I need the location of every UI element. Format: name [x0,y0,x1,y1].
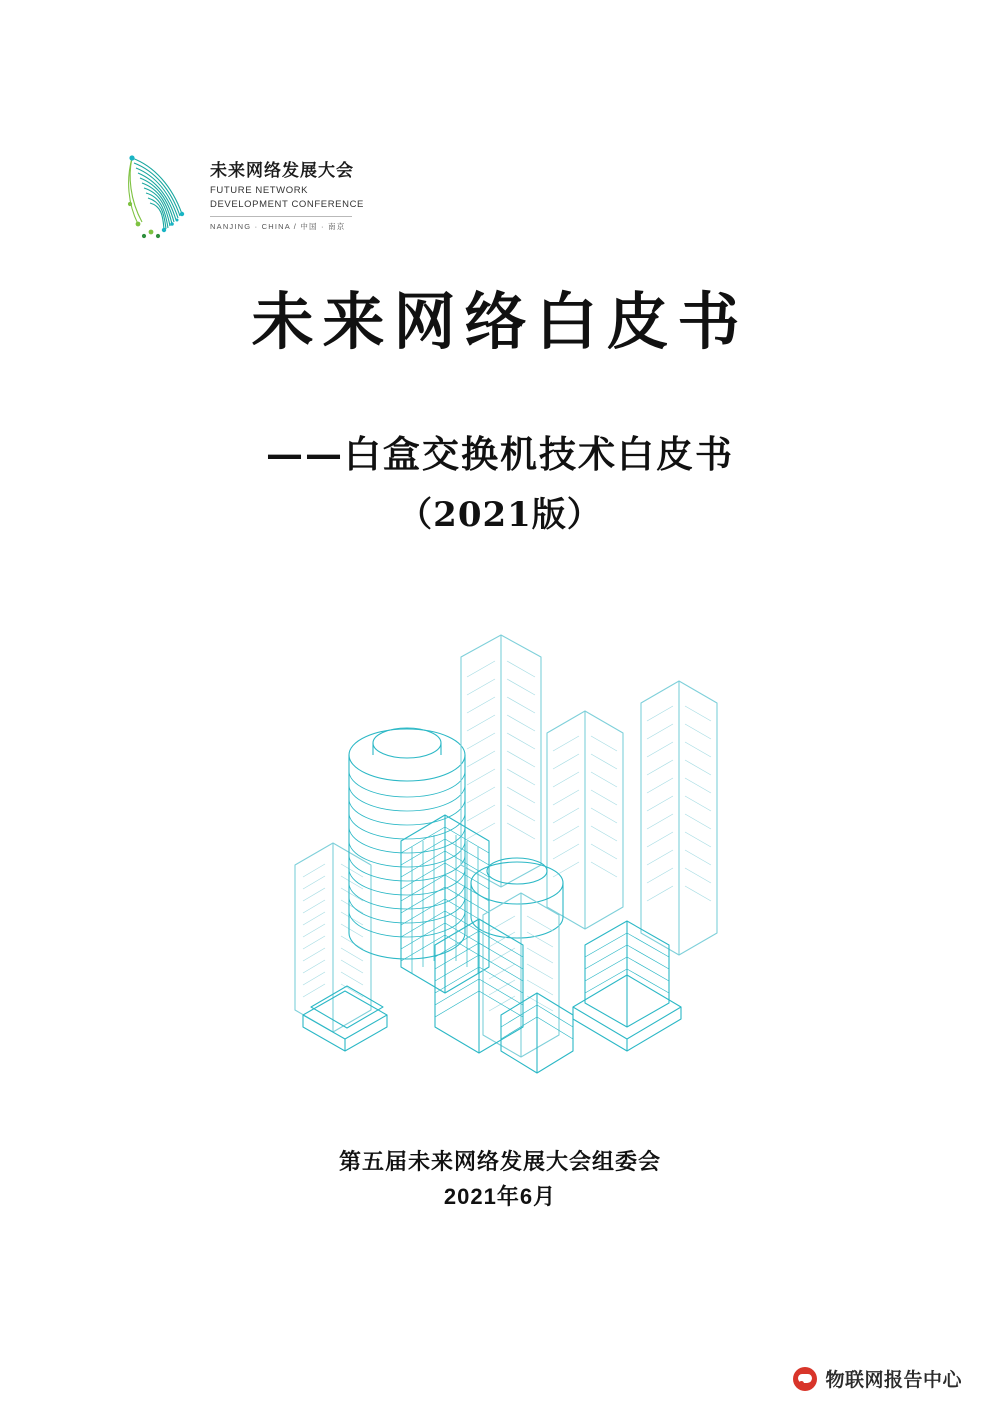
isometric-city-skyline-illustration [255,615,755,1085]
logo-location: NANJING · CHINA / 中国 · 南京 [210,221,346,231]
publisher-organization: 第五届未来网络发展大会组委会 [338,1149,661,1174]
watermark-label: 物联网报告中心 [825,1370,962,1391]
page-subtitle: ——白盒交换机技术白皮书 [266,432,734,476]
logo-name-en-line2: DEVELOPMENT CONFERENCE [210,198,364,210]
logo-wordmark [206,160,364,232]
wechat-official-account-icon [793,1367,817,1391]
publication-date: 2021年6月 [443,1184,557,1209]
fan-network-logo-icon [124,152,202,240]
watermark-badge [793,1365,962,1392]
page-title: 未来网络白皮书 [251,285,749,358]
conference-logo [124,148,364,244]
page-version: （2021版） [398,495,602,535]
logo-name-cn: 未来网络发展大会 [210,161,354,181]
logo-name-en-line1: FUTURE NETWORK [210,185,309,197]
logo-divider [210,216,352,217]
